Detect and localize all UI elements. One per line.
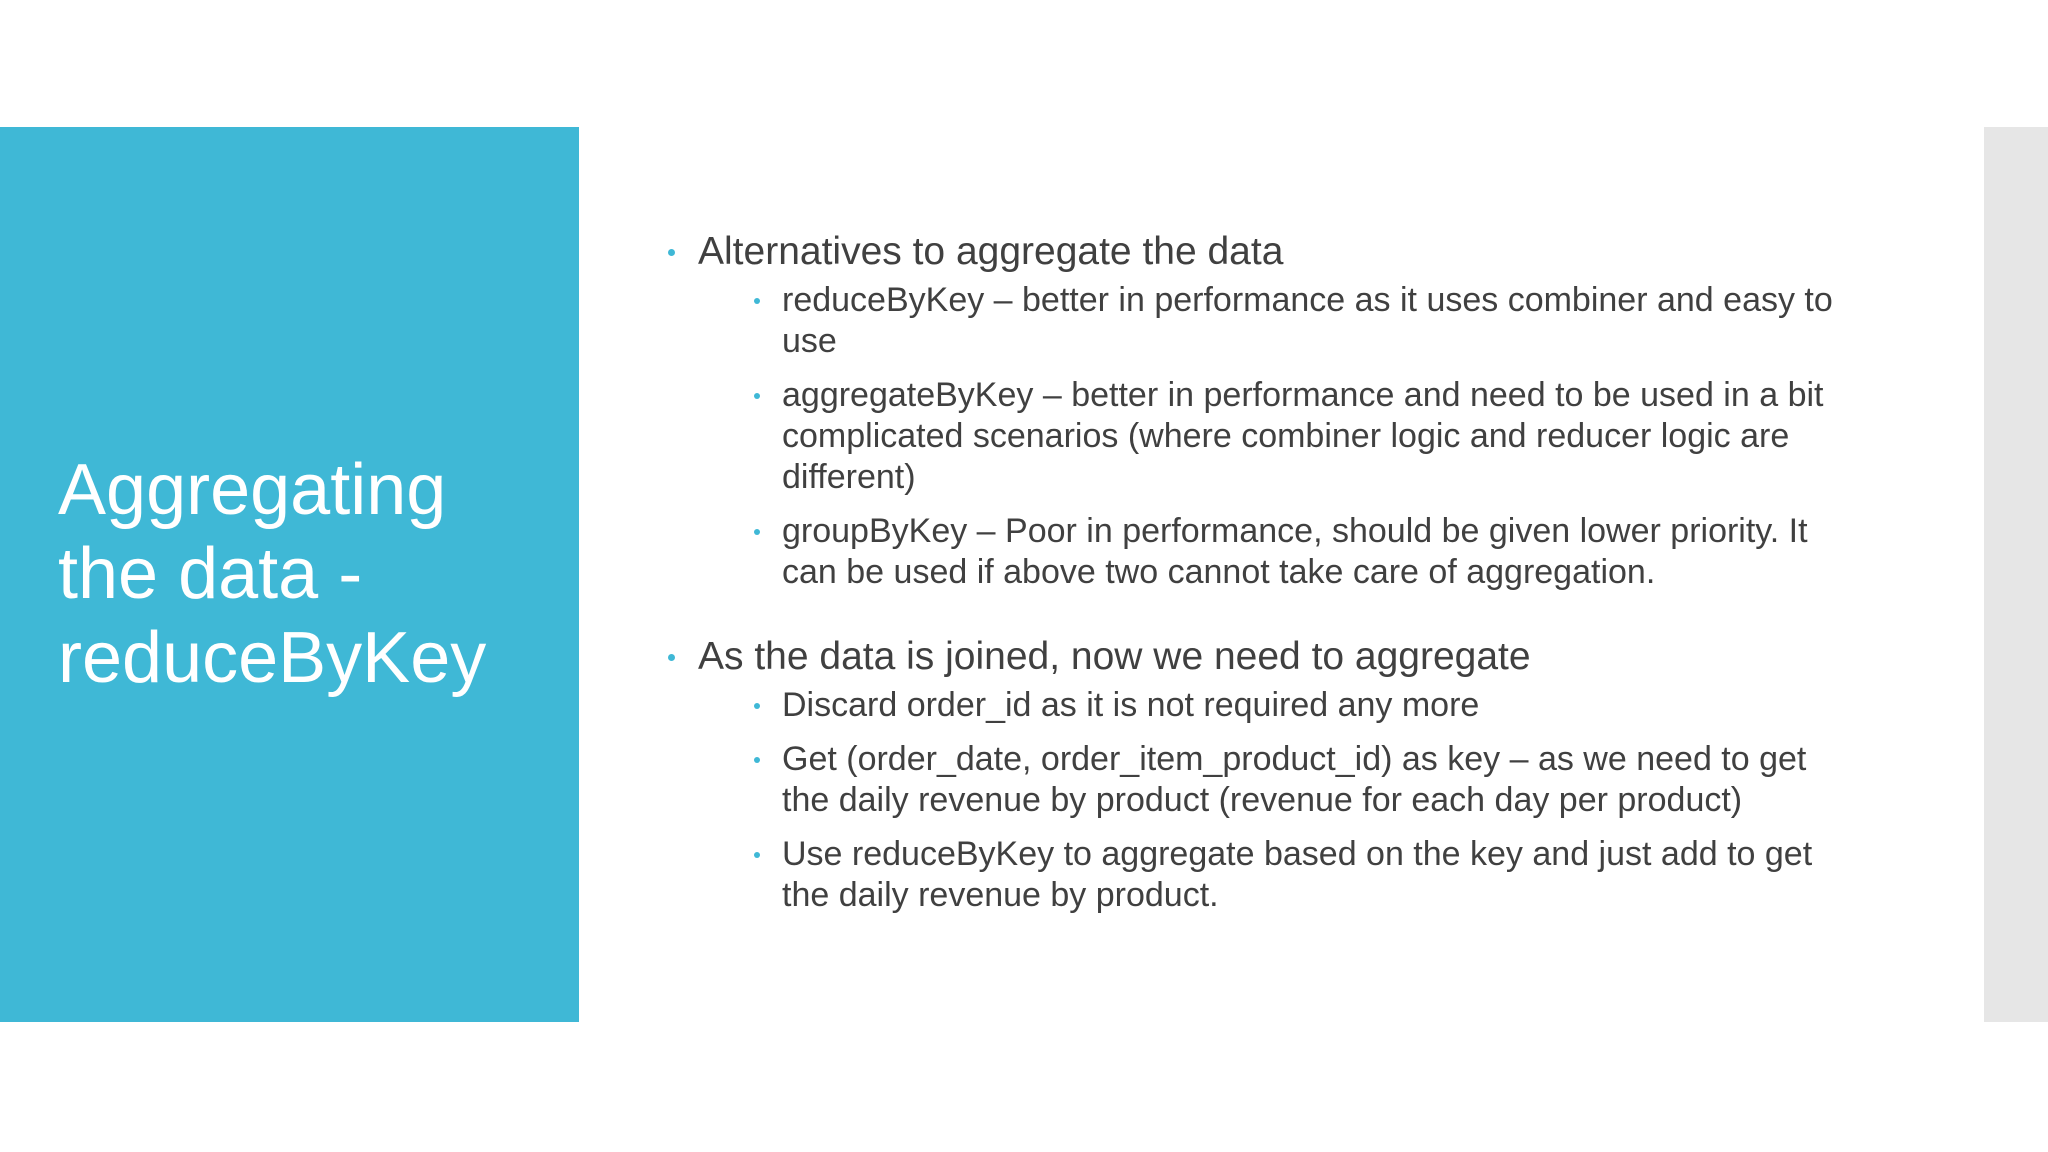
sub-bullet-item — [782, 685, 1860, 726]
side-panel — [1984, 127, 2048, 1022]
bullet-dot-icon — [754, 393, 760, 399]
sub-bullet-item — [782, 280, 1860, 362]
sub-bullet-item — [782, 739, 1860, 821]
bullet-dot-icon — [668, 654, 675, 661]
bullet-dot-icon — [754, 703, 760, 709]
spacer — [660, 615, 1860, 633]
bullet-dot-icon — [754, 757, 760, 763]
sub-bullet-item — [782, 375, 1860, 498]
bullet-dot-icon — [754, 852, 760, 858]
bullet-heading: As the data is joined, now we need to aggregate — [698, 635, 1531, 678]
bullet-list — [660, 228, 1860, 916]
sub-bullet-text: reduceByKey – better in performance as it uses combiner and easy to use — [782, 281, 1833, 360]
sub-bullet-text: Get (order_date, order_item_product_id) as key – as we need to get the daily revenue by product (revenue for each day per product) — [782, 740, 1807, 819]
sub-bullet-text: aggregateByKey – better in performance and need to be used in a bit complicated scenarios (where combiner logic and reducer logic are different) — [782, 376, 1824, 496]
sub-bullet-text: Discard order_id as it is not required any more — [782, 686, 1480, 724]
bullet-item — [660, 633, 1860, 916]
sub-bullet-text: groupByKey – Poor in performance, should be given lower priority. It can be used if above two cannot take care of aggregation. — [782, 512, 1808, 591]
sub-bullet-item — [782, 511, 1860, 593]
bullet-dot-icon — [668, 249, 675, 256]
bullet-dot-icon — [754, 529, 760, 535]
sub-bullet-list — [698, 280, 1860, 593]
slide-content — [660, 228, 1860, 938]
bullet-dot-icon — [754, 298, 760, 304]
slide-title: Aggregating the data - reduceByKey — [58, 450, 487, 698]
sub-bullet-list — [698, 685, 1860, 916]
bullet-item — [660, 228, 1860, 593]
sub-bullet-text: Use reduceByKey to aggregate based on the key and just add to get the daily revenue by product. — [782, 835, 1813, 914]
sub-bullet-item — [782, 834, 1860, 916]
bullet-heading: Alternatives to aggregate the data — [698, 230, 1284, 273]
